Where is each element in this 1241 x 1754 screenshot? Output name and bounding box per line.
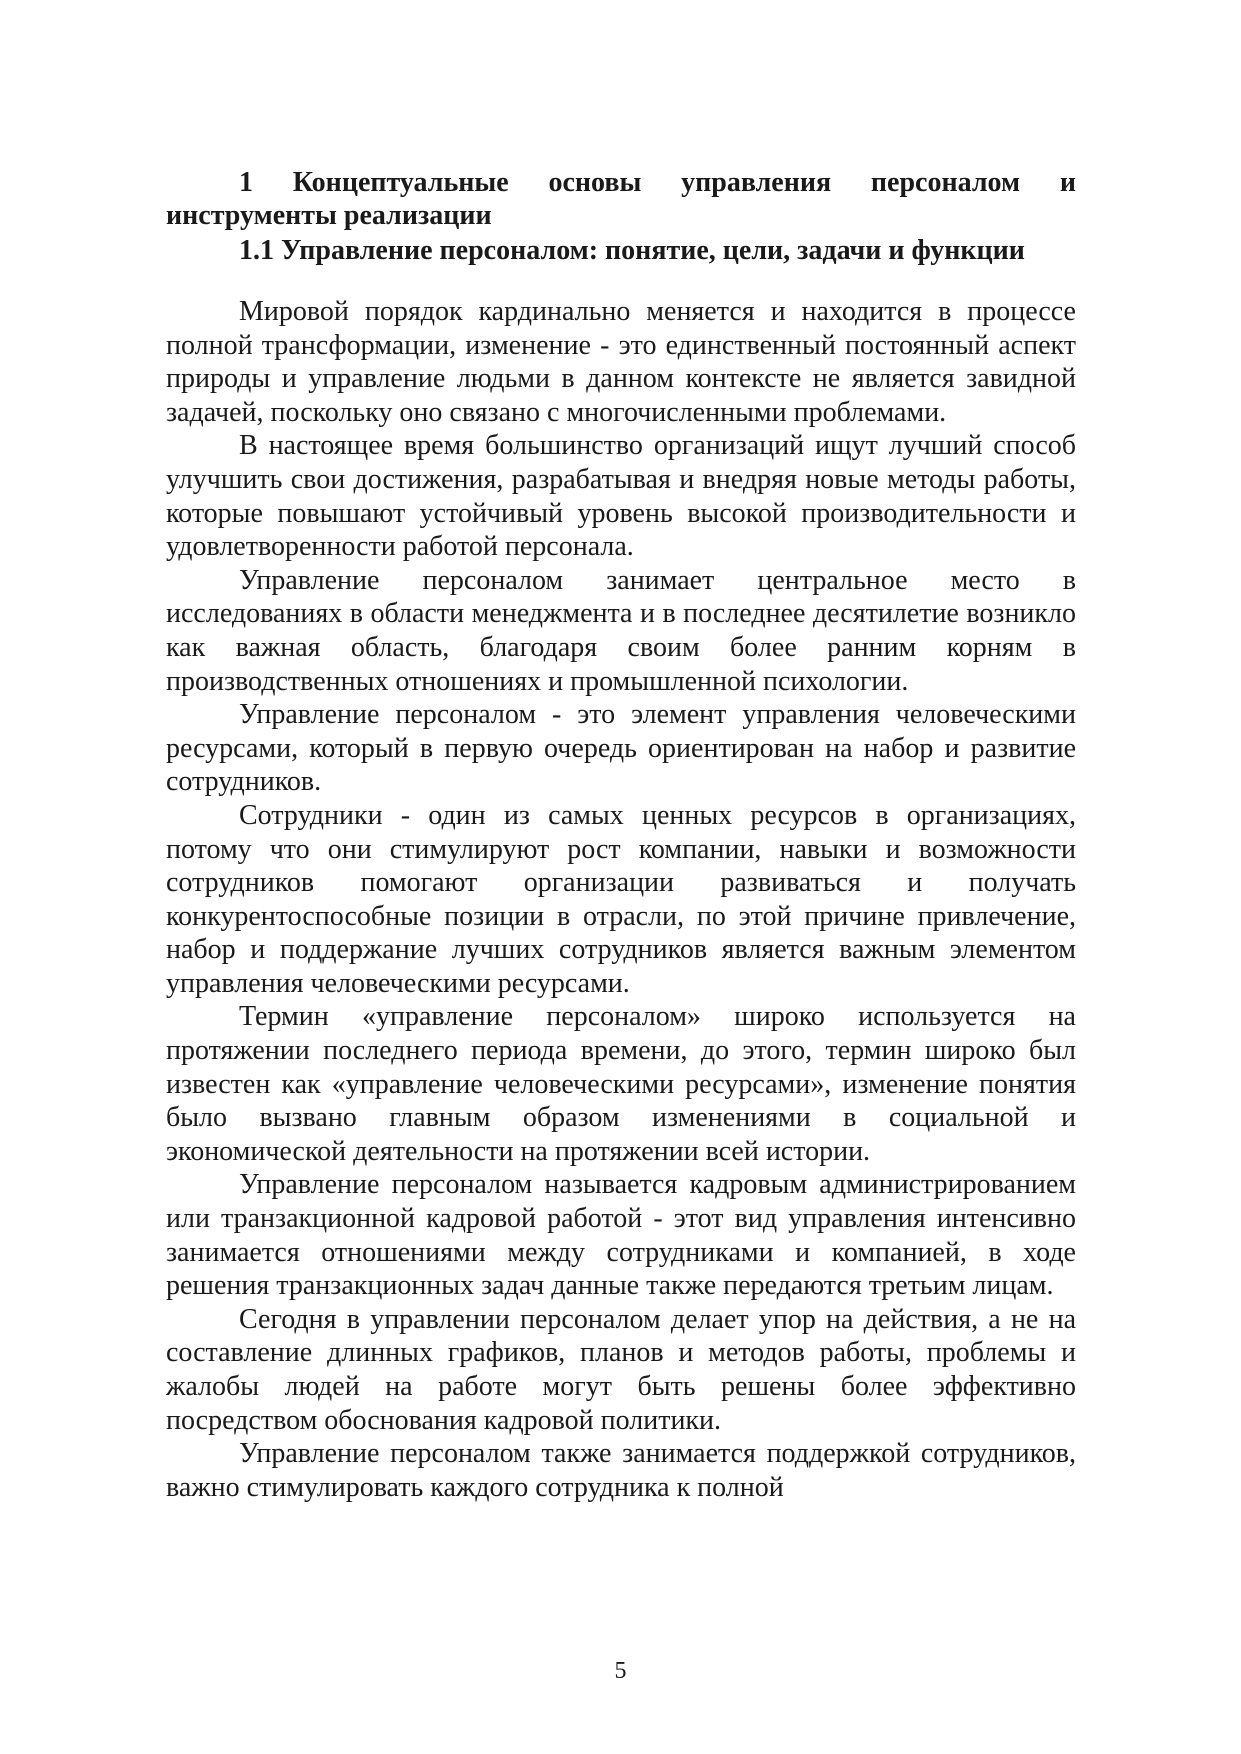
section-heading: 1.1 Управление персоналом: понятие, цели, задачи и функции	[239, 235, 1025, 266]
paragraph-8: Сегодня в управлении персоналом делает упор на действия, а не на составление длинных графиков, планов и методов работы, проблемы и жалобы людей на работе могут быть решены более эффективно посредством обоснования кадровой политики.	[166, 1303, 1076, 1436]
paragraph-1: Мировой порядок кардинально меняется и находится в процессе полной трансформации, изменение - это единственный постоянный аспект природы и управление людьми в данном контексте не является завидной задачей, поскольку оно связано с многочисленными проблемами.	[166, 296, 1076, 428]
paragraph-9: Управление персоналом также занимается поддержкой сотрудников, важно стимулировать каждого сотрудника к полной	[166, 1438, 1076, 1503]
paragraph-6: Термин «управление персоналом» широко используется на протяжении последнего периода времени, до этого, термин широко был известен как «управление человеческими ресурсами», изменение понятия было вызвано главным образом изменениями в социальной и экономической деятельности на протяжении всей истории.	[166, 1001, 1076, 1167]
page-number: 5	[614, 1658, 627, 1684]
document-page	[166, 166, 1076, 1504]
chapter-heading: 1 Концептуальные основы управления персоналом и инструменты реализации	[166, 167, 1076, 231]
paragraph-3: Управление персоналом занимает центральное место в исследованиях в области менеджмента и в последнее десятилетие возникло как важная область, благодаря своим более ранним корням в производственных отношениях и промышленной психологии.	[166, 564, 1076, 697]
paragraph-4: Управление персоналом - это элемент управления человеческими ресурсами, который в первую очередь ориентирован на набор и развитие сотрудников.	[166, 699, 1076, 798]
body-text	[166, 295, 1076, 1504]
paragraph-5: Сотрудники - один из самых ценных ресурсов в организациях, потому что они стимулируют рост компании, навыки и возможности сотрудников помогают организации развиваться и получать конкурентоспособные позиции в отрасли, по этой причине привлечение, набор и поддержание лучших сотрудников является важным элементом управления человеческими ресурсами.	[166, 799, 1076, 999]
paragraph-2: В настоящее время большинство организаций ищут лучший способ улучшить свои достижения, разрабатывая и внедряя новые методы работы, которые повышают устойчивый уровень высокой производительности и удовлетворенности работой персонала.	[166, 430, 1076, 563]
paragraph-7: Управление персоналом называется кадровым администрированием или транзакционной кадровой работой - этот вид управления интенсивно занимается отношениями между сотрудниками и компанией, в ходе решения транзакционных задач данные также передаются третьим лицам.	[166, 1169, 1076, 1302]
